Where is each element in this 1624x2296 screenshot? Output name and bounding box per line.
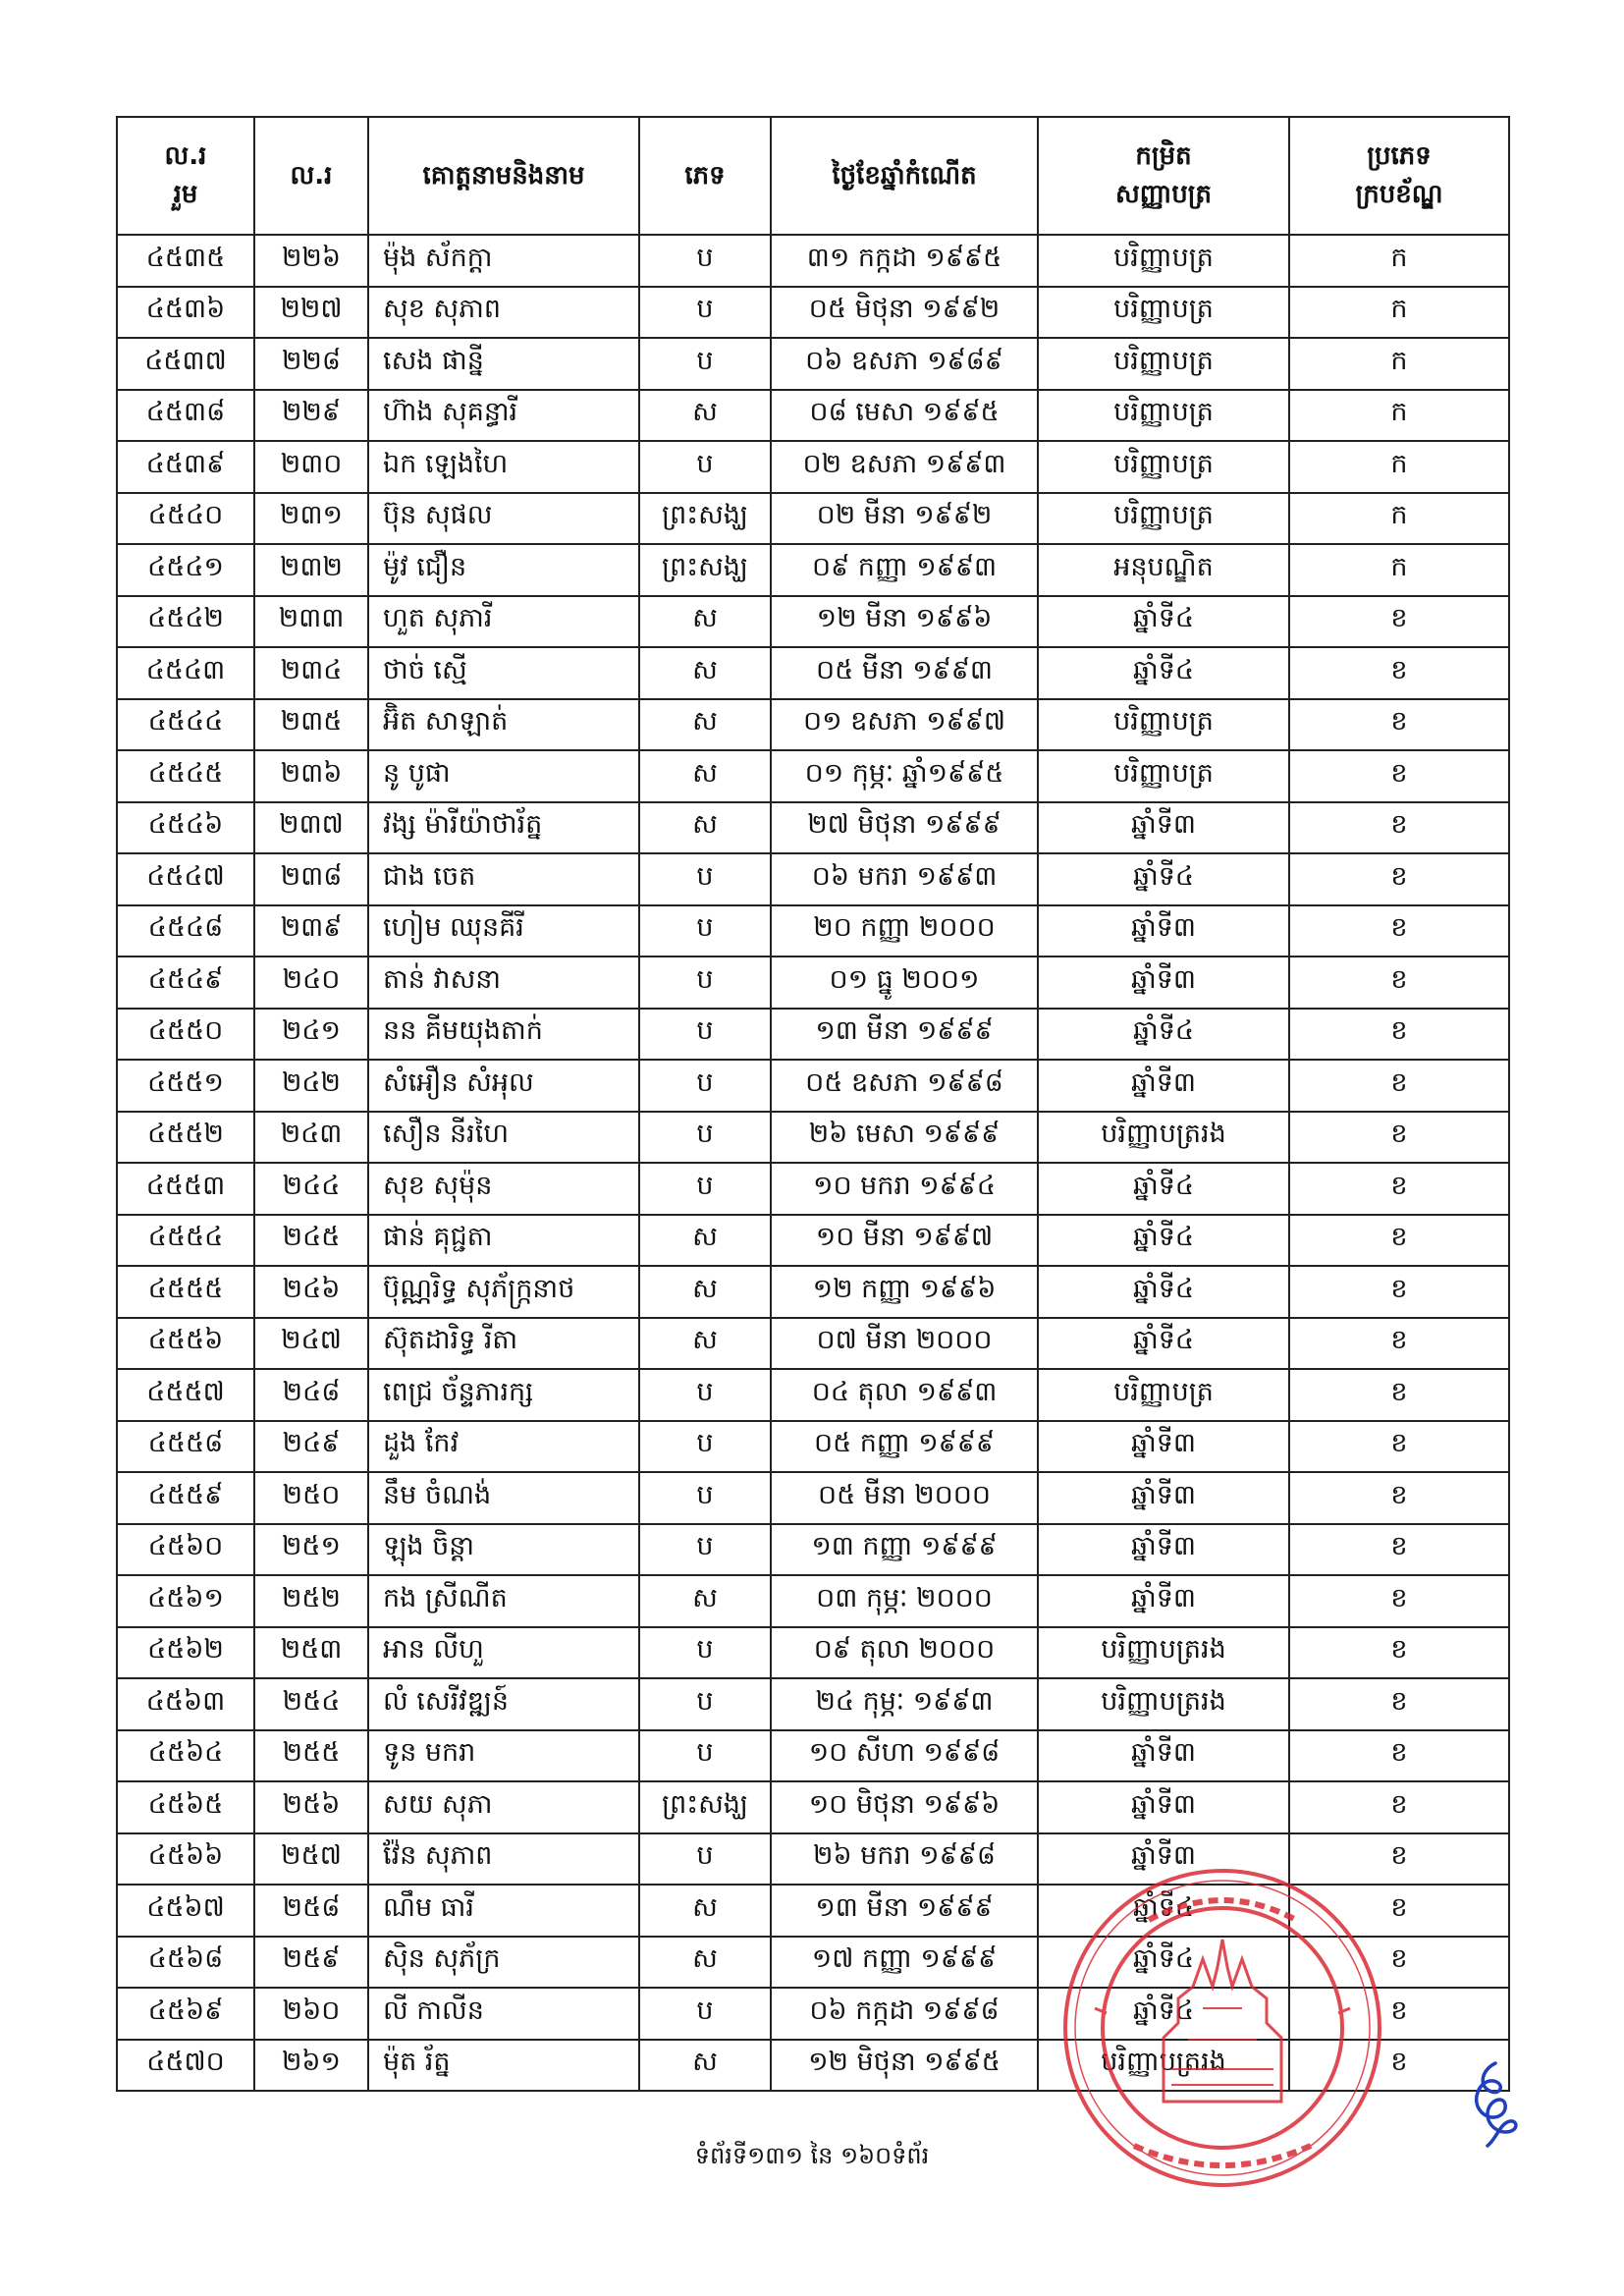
number-cell: ២៤១ <box>254 1009 368 1061</box>
degree-cell: ឆ្នាំទី៣ <box>1038 1472 1289 1524</box>
number-cell: ២៣០ <box>254 441 368 493</box>
gender-cell: ប <box>639 1060 771 1112</box>
name-cell: ប៊ុណ្ណរិទ្ធ សុភ័ក្រ្កនាថ <box>368 1266 639 1318</box>
dob-cell: ០៥ ឧសភា ១៩៩៨ <box>771 1060 1038 1112</box>
name-cell: វង្ស ម៉ារីយ៉ាថារ័ត្ន <box>368 802 639 854</box>
table-row <box>117 441 1509 493</box>
number-cell: ២៤៧ <box>254 1318 368 1370</box>
category-cell: ខ <box>1289 1112 1509 1164</box>
number-cell: ២៥៥ <box>254 1730 368 1782</box>
table-row <box>117 1833 1509 1886</box>
name-cell: សយ សុភា <box>368 1781 639 1833</box>
gender-cell: ប <box>639 338 771 390</box>
dob-cell: ០៩ តុលា ២០០០ <box>771 1627 1038 1679</box>
number-cell: ២៥២ <box>254 1575 368 1627</box>
table-row <box>117 1575 1509 1627</box>
total-number-cell: ៤៥៦៤ <box>117 1730 254 1782</box>
table-row <box>117 1937 1509 1989</box>
total-number-cell: ៤៥៤៥ <box>117 750 254 802</box>
gender-cell: ប <box>639 287 771 339</box>
name-cell: សំអឿន សំអុល <box>368 1060 639 1112</box>
dob-cell: ០៣ កុម្ភៈ ២០០០ <box>771 1575 1038 1627</box>
header-framework-category: ប្រភេទ ក្របខ័ណ្ឌ <box>1289 117 1509 235</box>
name-cell: សុខ សុភាព <box>368 287 639 339</box>
name-cell: ទូន មករា <box>368 1730 639 1782</box>
degree-cell: បរិញ្ញាបត្ររង <box>1038 1678 1289 1730</box>
category-cell: ខ <box>1289 802 1509 854</box>
total-number-cell: ៤៥៣៩ <box>117 441 254 493</box>
degree-cell: បរិញ្ញាបត្រ <box>1038 338 1289 390</box>
number-cell: ២៥០ <box>254 1472 368 1524</box>
gender-cell: ស <box>639 1937 771 1989</box>
degree-cell: ឆ្នាំទី៣ <box>1038 905 1289 957</box>
degree-cell: ឆ្នាំទី៤ <box>1038 596 1289 648</box>
number-cell: ២៤៤ <box>254 1163 368 1215</box>
table-row <box>117 1472 1509 1524</box>
degree-cell: ឆ្នាំទី៤ <box>1038 1266 1289 1318</box>
gender-cell: ស <box>639 802 771 854</box>
dob-cell: ១៣ កញ្ញា ១៩៩៩ <box>771 1524 1038 1576</box>
name-cell: ម៉ុង ស័កក្តា <box>368 235 639 287</box>
gender-cell: ប <box>639 957 771 1009</box>
dob-cell: ០៥ មីនា ២០០០ <box>771 1472 1038 1524</box>
degree-cell: ឆ្នាំទី៣ <box>1038 1781 1289 1833</box>
header-number: ល.រ <box>254 117 368 235</box>
dob-cell: ១២ មិថុនា ១៩៩៥ <box>771 2040 1038 2092</box>
category-cell: ខ <box>1289 1730 1509 1782</box>
gender-cell: ប <box>639 1730 771 1782</box>
category-cell: ក <box>1289 544 1509 596</box>
category-cell: ខ <box>1289 1575 1509 1627</box>
category-cell: ខ <box>1289 1678 1509 1730</box>
gender-cell: ស <box>639 1318 771 1370</box>
category-cell: ខ <box>1289 1988 1509 2040</box>
gender-cell: ប <box>639 1988 771 2040</box>
name-cell: តាន់ វាសនា <box>368 957 639 1009</box>
dob-cell: ១២ មីនា ១៩៩៦ <box>771 596 1038 648</box>
category-cell: ខ <box>1289 1472 1509 1524</box>
header-full-name: គោត្តនាមនិងនាម <box>368 117 639 235</box>
total-number-cell: ៤៥៥៥ <box>117 1266 254 1318</box>
name-cell: ម៉ុត រ័ត្ន <box>368 2040 639 2092</box>
total-number-cell: ៤៥៦១ <box>117 1575 254 1627</box>
gender-cell: ប <box>639 1627 771 1679</box>
name-cell: ហ៊ាង សុគន្ធារី <box>368 390 639 442</box>
dob-cell: ២៦ មេសា ១៩៩៩ <box>771 1112 1038 1164</box>
gender-cell: ប <box>639 441 771 493</box>
name-cell: ឡុង ចិន្តា <box>368 1524 639 1576</box>
total-number-cell: ៤៥៤១ <box>117 544 254 596</box>
gender-cell: ស <box>639 647 771 699</box>
total-number-cell: ៤៥៥៨ <box>117 1421 254 1473</box>
gender-cell: ប <box>639 235 771 287</box>
total-number-cell: ៤៥៧០ <box>117 2040 254 2092</box>
dob-cell: ២៧ មិថុនា ១៩៩៩ <box>771 802 1038 854</box>
number-cell: ២៣៨ <box>254 853 368 905</box>
category-cell: ខ <box>1289 853 1509 905</box>
number-cell: ២៤៣ <box>254 1112 368 1164</box>
dob-cell: ០៩ កញ្ញា ១៩៩៣ <box>771 544 1038 596</box>
dob-cell: ១០ សីហា ១៩៩៨ <box>771 1730 1038 1782</box>
table-row <box>117 1266 1509 1318</box>
degree-cell: បរិញ្ញាបត្រ <box>1038 750 1289 802</box>
gender-cell: ប <box>639 1524 771 1576</box>
number-cell: ២២៩ <box>254 390 368 442</box>
name-cell: ប៊ុន សុផល <box>368 493 639 545</box>
name-cell: លី កាលីន <box>368 1988 639 2040</box>
name-cell: នូ បូផា <box>368 750 639 802</box>
name-cell: ណឹម ធារី <box>368 1885 639 1937</box>
dob-cell: ១០ មិថុនា ១៩៩៦ <box>771 1781 1038 1833</box>
category-cell: ខ <box>1289 1833 1509 1886</box>
number-cell: ២៣៦ <box>254 750 368 802</box>
number-cell: ២២៧ <box>254 287 368 339</box>
table-row <box>117 1678 1509 1730</box>
number-cell: ២៣៥ <box>254 699 368 751</box>
degree-cell: ឆ្នាំទី៤ <box>1038 1885 1289 1937</box>
total-number-cell: ៤៥៤៩ <box>117 957 254 1009</box>
dob-cell: ០១ ឧសភា ១៩៩៧ <box>771 699 1038 751</box>
staff-roster-table <box>116 116 1510 2092</box>
table-row <box>117 544 1509 596</box>
dob-cell: ២៦ មករា ១៩៩៨ <box>771 1833 1038 1886</box>
total-number-cell: ៤៥៥៦ <box>117 1318 254 1370</box>
degree-cell: ឆ្នាំទី៣ <box>1038 1060 1289 1112</box>
table-row <box>117 1988 1509 2040</box>
dob-cell: ១០ មីនា ១៩៩៧ <box>771 1215 1038 1267</box>
table-row <box>117 699 1509 751</box>
gender-cell: ប <box>639 1369 771 1421</box>
degree-cell: បរិញ្ញាបត្ររង <box>1038 1627 1289 1679</box>
gender-cell: ប <box>639 1678 771 1730</box>
number-cell: ២២៦ <box>254 235 368 287</box>
category-cell: ខ <box>1289 596 1509 648</box>
dob-cell: ០៧ មីនា ២០០០ <box>771 1318 1038 1370</box>
category-cell: ក <box>1289 287 1509 339</box>
total-number-cell: ៤៥៥២ <box>117 1112 254 1164</box>
number-cell: ២៥១ <box>254 1524 368 1576</box>
degree-cell: ឆ្នាំទី៣ <box>1038 1730 1289 1782</box>
dob-cell: ០៥ កញ្ញា ១៩៩៩ <box>771 1421 1038 1473</box>
page-number-footer: ទំព័រទី១៣១ នៃ ១៦០ទំព័រ <box>694 2142 930 2169</box>
gender-cell: ស <box>639 1215 771 1267</box>
category-cell: ខ <box>1289 647 1509 699</box>
gender-cell: ប <box>639 1833 771 1886</box>
table-row <box>117 1524 1509 1576</box>
total-number-cell: ៤៥៦៦ <box>117 1833 254 1886</box>
dob-cell: ១៧ កញ្ញា ១៩៩៩ <box>771 1937 1038 1989</box>
dob-cell: ០៥ មីនា ១៩៩៣ <box>771 647 1038 699</box>
degree-cell: ឆ្នាំទី៣ <box>1038 1575 1289 1627</box>
total-number-cell: ៤៥៥០ <box>117 1009 254 1061</box>
degree-cell: បរិញ្ញាបត្រ <box>1038 287 1289 339</box>
table-row <box>117 802 1509 854</box>
name-cell: ឯក ឡេងហៃ <box>368 441 639 493</box>
number-cell: ២៣៩ <box>254 905 368 957</box>
category-cell: ខ <box>1289 1369 1509 1421</box>
table-row <box>117 287 1509 339</box>
gender-cell: ស <box>639 1266 771 1318</box>
dob-cell: ១០ មករា ១៩៩៤ <box>771 1163 1038 1215</box>
degree-cell: បរិញ្ញាបត្រ <box>1038 441 1289 493</box>
number-cell: ២៤២ <box>254 1060 368 1112</box>
degree-cell: បរិញ្ញាបត្រ <box>1038 493 1289 545</box>
name-cell: នឹម ចំណង់ <box>368 1472 639 1524</box>
table-row <box>117 853 1509 905</box>
number-cell: ២៤០ <box>254 957 368 1009</box>
table-row <box>117 905 1509 957</box>
total-number-cell: ៤៥៦៩ <box>117 1988 254 2040</box>
table-row <box>117 1369 1509 1421</box>
number-cell: ២៥៤ <box>254 1678 368 1730</box>
total-number-cell: ៤៥៥៧ <box>117 1369 254 1421</box>
gender-cell: ស <box>639 699 771 751</box>
table-row <box>117 390 1509 442</box>
dob-cell: ០១ ធ្នូ ២០០១ <box>771 957 1038 1009</box>
total-number-cell: ៤៥៥៣ <box>117 1163 254 1215</box>
header-degree-level: កម្រិត សញ្ញាបត្រ <box>1038 117 1289 235</box>
gender-cell: ព្រះសង្ឃ <box>639 493 771 545</box>
category-cell: ខ <box>1289 1318 1509 1370</box>
table-row <box>117 1163 1509 1215</box>
gender-cell: ស <box>639 2040 771 2092</box>
gender-cell: ប <box>639 1163 771 1215</box>
total-number-cell: ៤៥៤០ <box>117 493 254 545</box>
total-number-cell: ៤៥៣៧ <box>117 338 254 390</box>
dob-cell: ០៨ មេសា ១៩៩៥ <box>771 390 1038 442</box>
total-number-cell: ៤៥៣៥ <box>117 235 254 287</box>
category-cell: ក <box>1289 390 1509 442</box>
table-row <box>117 1009 1509 1061</box>
total-number-cell: ៤៥៥៤ <box>117 1215 254 1267</box>
category-cell: ខ <box>1289 1885 1509 1937</box>
dob-cell: ០៤ តុលា ១៩៩៣ <box>771 1369 1038 1421</box>
category-cell: ក <box>1289 493 1509 545</box>
gender-cell: ប <box>639 1009 771 1061</box>
table-row <box>117 338 1509 390</box>
total-number-cell: ៤៥៤៤ <box>117 699 254 751</box>
table-row <box>117 596 1509 648</box>
number-cell: ២៦០ <box>254 1988 368 2040</box>
total-number-cell: ៤៥៦៧ <box>117 1885 254 1937</box>
degree-cell: ឆ្នាំទី៤ <box>1038 1988 1289 2040</box>
total-number-cell: ៤៥៣៨ <box>117 390 254 442</box>
degree-cell: បរិញ្ញាបត្រ <box>1038 699 1289 751</box>
name-cell: សេង ផាន្នី <box>368 338 639 390</box>
name-cell: កង ស្រីណីត <box>368 1575 639 1627</box>
degree-cell: ឆ្នាំទី៤ <box>1038 647 1289 699</box>
category-cell: ខ <box>1289 957 1509 1009</box>
category-cell: ខ <box>1289 1060 1509 1112</box>
dob-cell: ០៦ មករា ១៩៩៣ <box>771 853 1038 905</box>
name-cell: លំ សេរីវឌ្ឍន៍ <box>368 1678 639 1730</box>
degree-cell: ឆ្នាំទី៤ <box>1038 1163 1289 1215</box>
table-row <box>117 493 1509 545</box>
category-cell: ខ <box>1289 1009 1509 1061</box>
number-cell: ២៣២ <box>254 544 368 596</box>
name-cell: ជាង ចេត <box>368 853 639 905</box>
dob-cell: ០២ មីនា ១៩៩២ <box>771 493 1038 545</box>
gender-cell: ព្រះសង្ឃ <box>639 1781 771 1833</box>
table-row <box>117 1318 1509 1370</box>
total-number-cell: ៤៥៦០ <box>117 1524 254 1576</box>
number-cell: ២៥៧ <box>254 1833 368 1886</box>
degree-cell: បរិញ្ញាបត្ររង <box>1038 1112 1289 1164</box>
name-cell: អាន លីហួ <box>368 1627 639 1679</box>
table-row <box>117 750 1509 802</box>
degree-cell: ឆ្នាំទី៣ <box>1038 957 1289 1009</box>
number-cell: ២២៨ <box>254 338 368 390</box>
name-cell: អ៊ិត សាឡាត់ <box>368 699 639 751</box>
degree-cell: ឆ្នាំទី៣ <box>1038 1833 1289 1886</box>
number-cell: ២៣៧ <box>254 802 368 854</box>
category-cell: ខ <box>1289 1163 1509 1215</box>
category-cell: ខ <box>1289 750 1509 802</box>
category-cell: ខ <box>1289 1215 1509 1267</box>
total-number-cell: ៤៥៣៦ <box>117 287 254 339</box>
gender-cell: ស <box>639 1575 771 1627</box>
table-row <box>117 1627 1509 1679</box>
name-cell: សឿន នីរហៃ <box>368 1112 639 1164</box>
table-row <box>117 1781 1509 1833</box>
gender-cell: ប <box>639 905 771 957</box>
category-cell: ខ <box>1289 1937 1509 1989</box>
category-cell: ក <box>1289 441 1509 493</box>
number-cell: ២៥៩ <box>254 1937 368 1989</box>
number-cell: ២៤៦ <box>254 1266 368 1318</box>
degree-cell: ឆ្នាំទី៤ <box>1038 1937 1289 1989</box>
gender-cell: ប <box>639 853 771 905</box>
total-number-cell: ៤៥៦៥ <box>117 1781 254 1833</box>
number-cell: ២៣៣ <box>254 596 368 648</box>
name-cell: នន គីមយុងតាក់ <box>368 1009 639 1061</box>
table-row <box>117 1060 1509 1112</box>
category-cell: ខ <box>1289 2040 1509 2092</box>
degree-cell: ឆ្នាំទី៣ <box>1038 802 1289 854</box>
category-cell: ខ <box>1289 905 1509 957</box>
category-cell: ខ <box>1289 1627 1509 1679</box>
degree-cell: ឆ្នាំទី៤ <box>1038 853 1289 905</box>
gender-cell: ស <box>639 1885 771 1937</box>
name-cell: ហួត សុភារី <box>368 596 639 648</box>
category-cell: ខ <box>1289 1781 1509 1833</box>
table-row <box>117 647 1509 699</box>
name-cell: ស៊ុតដារិទ្ធ រីតា <box>368 1318 639 1370</box>
number-cell: ២៤៨ <box>254 1369 368 1421</box>
dob-cell: ១៣ មីនា ១៩៩៩ <box>771 1009 1038 1061</box>
number-cell: ២៣១ <box>254 493 368 545</box>
header-total-number: ល.រ រួម <box>117 117 254 235</box>
name-cell: សុខ សុម៉ុន <box>368 1163 639 1215</box>
gender-cell: ប <box>639 1472 771 1524</box>
name-cell: វ៉ែន សុភាព <box>368 1833 639 1886</box>
gender-cell: ស <box>639 390 771 442</box>
dob-cell: ០២ ឧសភា ១៩៩៣ <box>771 441 1038 493</box>
degree-cell: បរិញ្ញាបត្រ <box>1038 1369 1289 1421</box>
name-cell: ផាន់ គុជ្ជតា <box>368 1215 639 1267</box>
degree-cell: ឆ្នាំទី៤ <box>1038 1215 1289 1267</box>
gender-cell: ប <box>639 1421 771 1473</box>
number-cell: ២៥៨ <box>254 1885 368 1937</box>
category-cell: ខ <box>1289 1266 1509 1318</box>
table-header-row <box>117 117 1509 235</box>
category-cell: ក <box>1289 338 1509 390</box>
name-cell: ពេជ្រ ច័ន្ទភារក្ស <box>368 1369 639 1421</box>
name-cell: ស៊ិន សុភ័ក្រ <box>368 1937 639 1989</box>
degree-cell: អនុបណ្ឌិត <box>1038 544 1289 596</box>
degree-cell: បរិញ្ញាបត្ររង <box>1038 2040 1289 2092</box>
gender-cell: ស <box>639 596 771 648</box>
dob-cell: ១២ កញ្ញា ១៩៩៦ <box>771 1266 1038 1318</box>
table-row <box>117 1215 1509 1267</box>
number-cell: ២៤៥ <box>254 1215 368 1267</box>
total-number-cell: ៤៥៤៧ <box>117 853 254 905</box>
name-cell: ថាច់ ស្មើ <box>368 647 639 699</box>
degree-cell: ឆ្នាំទី៤ <box>1038 1009 1289 1061</box>
total-number-cell: ៤៥៤៨ <box>117 905 254 957</box>
number-cell: ២៥៦ <box>254 1781 368 1833</box>
category-cell: ខ <box>1289 1421 1509 1473</box>
category-cell: ក <box>1289 235 1509 287</box>
name-cell: ហៀម ឈុនគីរី <box>368 905 639 957</box>
total-number-cell: ៤៥៥១ <box>117 1060 254 1112</box>
total-number-cell: ៤៥៥៩ <box>117 1472 254 1524</box>
table-row <box>117 235 1509 287</box>
degree-cell: ឆ្នាំទី៣ <box>1038 1524 1289 1576</box>
dob-cell: ០៥ មិថុនា ១៩៩២ <box>771 287 1038 339</box>
gender-cell: ប <box>639 1112 771 1164</box>
dob-cell: ១៣ មីនា ១៩៩៩ <box>771 1885 1038 1937</box>
total-number-cell: ៤៥៤៦ <box>117 802 254 854</box>
degree-cell: បរិញ្ញាបត្រ <box>1038 235 1289 287</box>
number-cell: ២៦១ <box>254 2040 368 2092</box>
degree-cell: ឆ្នាំទី៣ <box>1038 1421 1289 1473</box>
dob-cell: ០៦ កក្កដា ១៩៩៨ <box>771 1988 1038 2040</box>
dob-cell: ០៦ ឧសភា ១៩៨៩ <box>771 338 1038 390</box>
number-cell: ២៥៣ <box>254 1627 368 1679</box>
dob-cell: ៣១ កក្កដា ១៩៩៥ <box>771 235 1038 287</box>
total-number-cell: ៤៥៦៣ <box>117 1678 254 1730</box>
gender-cell: ស <box>639 750 771 802</box>
total-number-cell: ៤៥៤២ <box>117 596 254 648</box>
table-row <box>117 1730 1509 1782</box>
dob-cell: ២៤ កុម្ភៈ ១៩៩៣ <box>771 1678 1038 1730</box>
header-date-of-birth: ថ្ងៃខែឆ្នាំកំណើត <box>771 117 1038 235</box>
table-row <box>117 1885 1509 1937</box>
number-cell: ២៣៤ <box>254 647 368 699</box>
total-number-cell: ៤៥៤៣ <box>117 647 254 699</box>
dob-cell: ២០ កញ្ញា ២០០០ <box>771 905 1038 957</box>
total-number-cell: ៤៥៦៨ <box>117 1937 254 1989</box>
number-cell: ២៤៩ <box>254 1421 368 1473</box>
degree-cell: ឆ្នាំទី៤ <box>1038 1318 1289 1370</box>
table-body <box>117 235 1509 2091</box>
header-gender: ភេទ <box>639 117 771 235</box>
degree-cell: បរិញ្ញាបត្រ <box>1038 390 1289 442</box>
table-row <box>117 957 1509 1009</box>
dob-cell: ០១ កុម្ភៈ ឆ្នាំ១៩៩៥ <box>771 750 1038 802</box>
category-cell: ខ <box>1289 699 1509 751</box>
table-row <box>117 1421 1509 1473</box>
name-cell: ម៉ូវ ជឿន <box>368 544 639 596</box>
table-row <box>117 1112 1509 1164</box>
total-number-cell: ៤៥៦២ <box>117 1627 254 1679</box>
table-row <box>117 2040 1509 2092</box>
gender-cell: ព្រះសង្ឃ <box>639 544 771 596</box>
name-cell: ដួង កែវ <box>368 1421 639 1473</box>
category-cell: ខ <box>1289 1524 1509 1576</box>
